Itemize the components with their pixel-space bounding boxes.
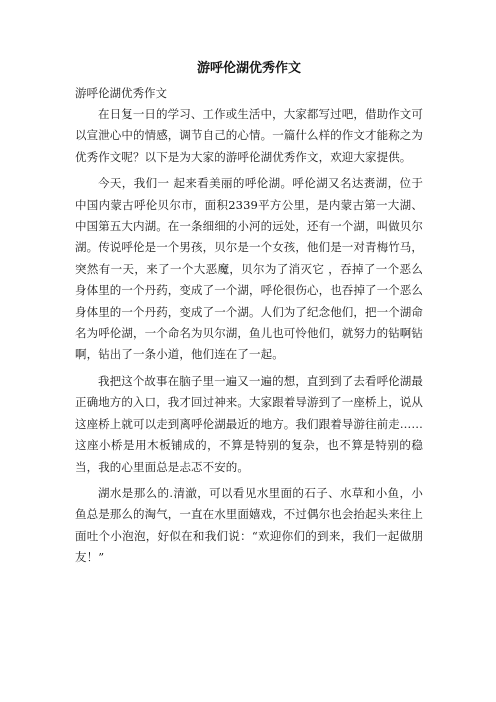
document-title: 游呼伦湖优秀作文 bbox=[196, 61, 301, 76]
document-subtitle: 游呼伦湖优秀作文 bbox=[75, 86, 167, 100]
paragraph-bridge: 我把这个故事在脑子里一遍又一遍的想，直到到了去看呼伦湖最正确地方的入口，我才回过神来。大家跟着导游到了一座桥上，说从这座桥上就可以走到离呼伦湖最近的地方。我们跟着导游往前走……这座小桥是用木板铺成的，不算是特别的复杂，也不算是特别的稳当，我的心里面总是忐忑不安的。 bbox=[75, 373, 423, 474]
paragraph-lake-water: 湖水是那么的.清澈，可以看见水里面的石子、水草和小鱼，小鱼总是那么的淘气，一直在水里面嬉戏，不过偶尔也会抬起头来往上面吐个小泡泡，好似在和我们说：“欢迎你们的到来，我们一起做朋友！” bbox=[75, 485, 423, 565]
paragraph-intro: 在日复一日的学习、工作或生活中，大家都写过吧，借助作文可以宣泄心中的情感，调节自己的心情。一篇什么样的作文才能称之为优秀作文呢？以下是为大家的游呼伦湖优秀作文，欢迎大家提供。 bbox=[75, 107, 423, 164]
document-page bbox=[75, 60, 423, 574]
paragraph-legend: 今天，我们一 起来看美丽的呼伦湖。呼伦湖又名达赉湖，位于中国内蒙古呼伦贝尔市，面积2339平方公里，是内蒙古第一大湖、中国第五大内湖。在一条细细的小河的远处，还有一个湖，叫做贝尔湖。传说呼伦是一个男孩，贝尔是一个女孩，他们是一对青梅竹马，突然有一天，来了一个大恶魔，贝尔为了消灭它 ，吞掉了一个恶么身体里的一个丹药，变成了一个湖，呼伦很伤心，也吞掉了一个恶么身体里的一个丹药，变成了一个湖。人们为了纪念他们，把一个湖命名为呼伦湖，一个命名为贝尔湖，鱼儿也可怜他们，就努力的钻啊钻啊，钻出了一条小道，他们连在了一起。 bbox=[75, 176, 423, 362]
